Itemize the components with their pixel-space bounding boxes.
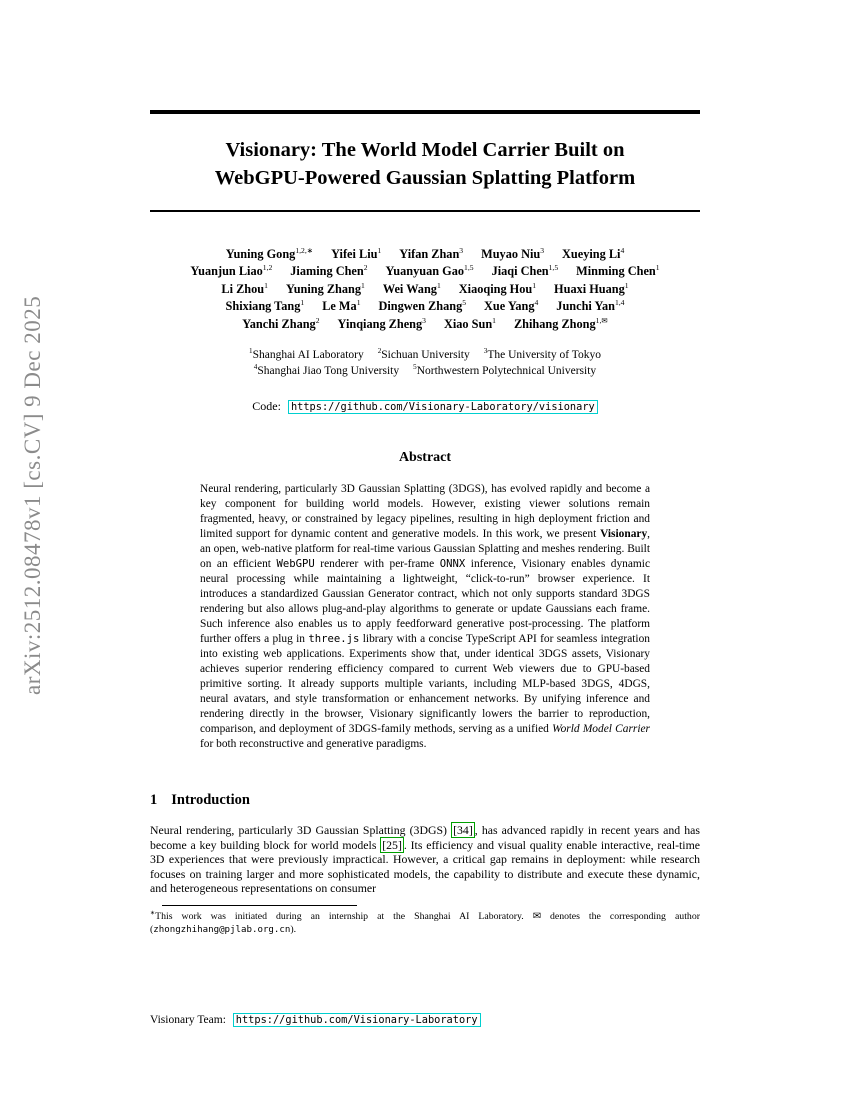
affiliation: $^4$Shanghai Jiao Tong University <box>253 363 400 378</box>
text-segment: ∗ <box>150 910 156 917</box>
text-segment: ONNX <box>439 558 466 571</box>
abstract-heading: Abstract <box>398 450 452 466</box>
affiliation: $^2$Sichuan University <box>377 347 470 362</box>
author-name: Yanchi Zhang$^2$ <box>242 315 320 331</box>
section-number: 1 <box>150 792 158 809</box>
author-name: Wei Wang$^1$ <box>382 280 441 296</box>
affiliation: $^3$The University of Tokyo <box>483 347 601 362</box>
text-segment: World Model Carrier <box>552 723 650 736</box>
code-link[interactable]: https://github.com/Visionary-Laboratory/visionary <box>288 400 598 414</box>
text-segment: zhongzhihang@pjlab.org.cn <box>153 925 291 936</box>
paper-title <box>150 136 700 192</box>
affiliation: $^5$Northwestern Polytechnical University <box>413 363 597 378</box>
footer-label: Visionary Team: <box>150 1014 226 1026</box>
author-name: Junchi Yan$^{1,4}$ <box>556 298 625 314</box>
text-segment: , an open, web-native platform for real-time various Gaussian Splatting and meshes rendering. Built on an efficient <box>200 528 650 571</box>
affiliation: $^1$Shanghai AI Laboratory <box>249 347 364 362</box>
text-segment: library with a concise TypeScript API for seamless integration into existing web applications. Experiments show that, under identical 3DGS assets, Visionary achieves superior rendering efficiency compared to current Web viewers due to GPU-based primitive sorting. It already supports multiple variants, including MLP-based 3DGS, 4DGS, neural avatars, and style transformation or enhancement networks. By unifying inference and rendering directly in the browser, Visionary significantly lowers the barrier to reproduction, comparison, and deployment of 3DGS-family methods, serving as a unified <box>200 633 650 736</box>
author-name: Muyao Niu$^3$ <box>481 245 545 261</box>
text-segment: Neural rendering, particularly 3D Gaussian Splatting (3DGS), has evolved rapidly and become a key component for building world models. However, existing viewer solutions remain fragmented, heavy, or constrained by legacy pipelines, resulting in high deployment friction and limited support for dynamic content and generative models. In this work, we present <box>200 483 650 541</box>
author-name: Zhihang Zhong$^{1,✉}$ <box>513 315 608 331</box>
introduction-text <box>150 823 700 896</box>
top-rule <box>150 110 700 114</box>
section-title: Introduction <box>171 792 250 809</box>
arxiv-watermark: arXiv:2512.08478v1 [cs.CV] 9 Dec 2025 <box>20 295 45 695</box>
text-segment: for both reconstructive and generative paradigms. <box>200 738 427 751</box>
text-segment: ). <box>290 924 297 936</box>
author-name: Minming Chen$^1$ <box>576 263 660 279</box>
author-row <box>150 316 700 334</box>
affiliation-line <box>150 347 700 363</box>
author-name: Yinqiang Zheng$^3$ <box>337 315 426 331</box>
author-name: Yuanyuan Gao$^{1,5}$ <box>385 263 474 279</box>
author-list <box>150 246 700 334</box>
author-name: Dingwen Zhang$^5$ <box>378 298 467 314</box>
author-name: Xueying Li$^4$ <box>562 245 625 261</box>
author-name: Yifan Zhan$^3$ <box>399 245 464 261</box>
author-name: Xue Yang$^4$ <box>484 298 539 314</box>
text-segment: WebGPU <box>276 558 315 571</box>
author-name: Yuanjun Liao$^{1,2}$ <box>190 263 273 279</box>
footer-link[interactable]: https://github.com/Visionary-Laboratory <box>233 1013 481 1027</box>
section-heading-introduction <box>150 792 700 809</box>
code-line <box>150 399 700 414</box>
footnote-rule <box>162 905 357 906</box>
author-name: Shixiang Tang$^1$ <box>225 298 305 314</box>
author-row <box>150 298 700 316</box>
footnote-text <box>150 910 700 937</box>
title-line-1: Visionary: The World Model Carrier Built on <box>225 139 625 161</box>
affiliation-line <box>150 363 700 379</box>
author-row <box>150 263 700 281</box>
text-segment: . Its efficiency and visual quality enable interactive, real-time 3D experiences that were previously impractical. However, a critical gap remains in deployment: while research focuses on training larger and more sophisticated models, the capability to distribute and execute these dynamic, and heterogeneous representations on consumer <box>150 837 700 896</box>
footer-line <box>150 1014 481 1026</box>
citation-link[interactable]: [34] <box>453 823 473 838</box>
title-rule <box>150 210 700 212</box>
author-name: Li Zhou$^1$ <box>221 280 268 296</box>
code-label: Code: <box>252 399 281 414</box>
text-segment: Visionary <box>600 528 648 541</box>
title-line-2: WebGPU-Powered Gaussian Splatting Platform <box>214 167 636 189</box>
author-name: Le Ma$^1$ <box>322 298 361 314</box>
citation-link[interactable]: [25] <box>382 837 402 852</box>
text-segment: Neural rendering, particularly 3D Gaussian Splatting (3DGS) <box>150 823 452 838</box>
text-segment: inference, Visionary enables dynamic neural processing while maintaining a lightweight, “click-to-run” browser experience. It introduces a standardized Gaussian Generator contract, which not only supports standard 3DGS rendering but also allows plug-and-play algorithms to generate or update Gaussians each frame. Such inference also enables us to apply feedforward generative post-processing. The platform further offers a plug in <box>200 558 651 646</box>
author-name: Xiaoqing Hou$^1$ <box>458 280 537 296</box>
text-segment: This work was initiated during an internship at the Shanghai AI Laboratory. ✉ denotes the corresponding author ( <box>150 911 700 936</box>
author-name: Yifei Liu$^1$ <box>331 245 382 261</box>
text-segment: three.js <box>308 633 360 646</box>
author-name: Jiaqi Chen$^{1,5}$ <box>491 263 559 279</box>
author-name: Yuning Gong$^{1,2,∗}$ <box>225 245 314 261</box>
author-row <box>150 281 700 299</box>
author-row <box>150 246 700 264</box>
text-segment: renderer with per-frame <box>314 558 440 571</box>
paper-content <box>150 0 700 937</box>
affiliations <box>150 347 700 379</box>
author-name: Jiaming Chen$^2$ <box>290 263 368 279</box>
author-name: Huaxi Huang$^1$ <box>554 280 629 296</box>
text-segment: , has advanced rapidly in recent years and has become a key building block for world models <box>150 823 700 852</box>
abstract-text <box>200 482 650 752</box>
author-name: Xiao Sun$^1$ <box>443 315 496 331</box>
author-name: Yuning Zhang$^1$ <box>285 280 365 296</box>
